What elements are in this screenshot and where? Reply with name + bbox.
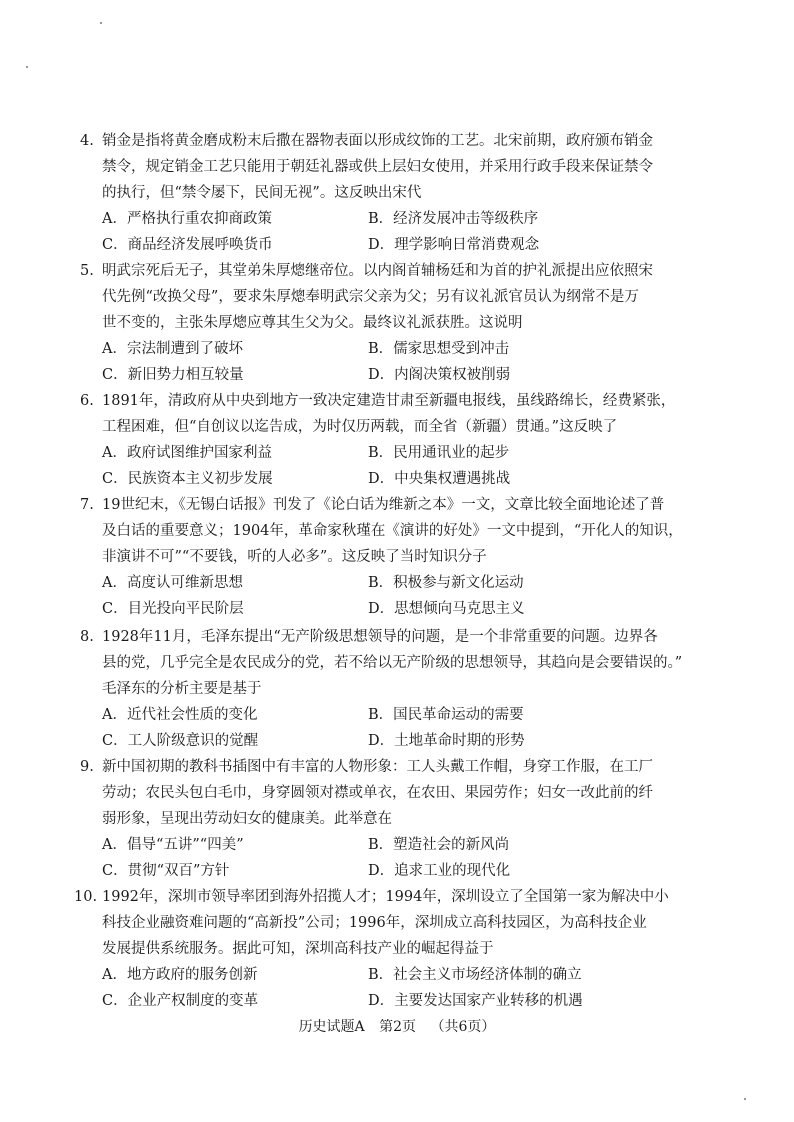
option-d: D．主要发达国家产业转移的机遇	[368, 993, 583, 1009]
option-c: C．民族资本主义初步发展	[102, 471, 273, 487]
option-row	[80, 440, 720, 466]
question-stem-line: 非演讲不可”“不要钱，听的人必多”。这反映了当时知识分子	[102, 549, 487, 565]
option-a: A．宗法制遭到了破坏	[102, 341, 243, 357]
question-stem-line: 1992年，深圳市领导率团到海外招揽人才；1994年，深圳设立了全国第一家为解决中小	[102, 889, 669, 905]
question-stem-line: 代先例“改换父母”，要求朱厚熜奉明武宗父亲为父；另有议礼派官员认为纲常不是万	[102, 289, 639, 305]
question-stem-line: 1928年11月，毛泽东提出“无产阶级思想领导的问题，是一个非常重要的问题。边界各	[102, 629, 658, 645]
option-b: B．儒家思想受到冲击	[368, 341, 510, 357]
option-a: A．政府试图维护国家利益	[102, 445, 272, 461]
option-b: B．民用通讯业的起步	[368, 445, 510, 461]
question-number: 5.	[80, 263, 94, 279]
option-a: A．倡导“五讲”“四美”	[102, 837, 244, 853]
question-9	[80, 754, 720, 884]
option-c: C．工人阶级意识的觉醒	[102, 733, 259, 749]
question-stem-line: 明武宗死后无子，其堂弟朱厚熜继帝位。以内阁首辅杨廷和为首的护礼派提出应依照宋	[102, 263, 653, 279]
option-row	[80, 232, 720, 258]
question-10	[74, 884, 720, 1014]
option-c: C．新旧势力相互较量	[102, 367, 244, 383]
option-a: A．近代社会性质的变化	[102, 707, 258, 723]
option-c: C．商品经济发展呼唤货币	[102, 237, 273, 253]
option-row	[80, 988, 720, 1014]
footer-page-number: 第2页	[379, 1019, 417, 1035]
question-stem-line: 销金是指将黄金磨成粉末后撒在器物表面以形成纹饰的工艺。北宋前期，政府颁布销金	[102, 133, 653, 149]
page-footer	[0, 1017, 794, 1037]
question-7	[80, 492, 720, 622]
question-number: 7.	[80, 497, 94, 513]
option-a: A．高度认可维新思想	[102, 575, 243, 591]
option-row	[80, 336, 720, 362]
option-b: B．经济发展冲击等级秩序	[368, 211, 539, 227]
question-stem-line: 劳动；农民头包白毛巾，身穿圆领对襟或单衣，在农田、果园劳作；妇女一改此前的纤	[102, 785, 653, 801]
question-4	[80, 128, 720, 258]
option-row	[80, 596, 720, 622]
question-number: 4.	[80, 133, 94, 149]
footer-total-pages: （共6页）	[430, 1019, 496, 1035]
option-d: D．内阁决策权被削弱	[368, 367, 511, 383]
question-number: 9.	[80, 759, 94, 775]
option-a: A．地方政府的服务创新	[102, 967, 258, 983]
question-8	[80, 624, 720, 754]
option-b: B．社会主义市场经济体制的确立	[368, 967, 582, 983]
question-stem-line: 世不变的，主张朱厚熜应尊其生父为父。最终议礼派获胜。这说明	[102, 315, 523, 331]
question-stem-line: 及白话的重要意义；1904年，革命家秋瑾在《演讲的好处》一文中提到，“开化人的知识，	[102, 523, 683, 539]
option-row	[80, 570, 720, 596]
question-stem-line: 新中国初期的教科书插图中有丰富的人物形象：工人头戴工作帽，身穿工作服，在工厂	[102, 759, 653, 775]
option-row	[80, 832, 720, 858]
question-stem-line: 的执行，但“禁令屡下，民间无视”。这反映出宋代	[102, 185, 422, 201]
option-d: D．土地革命时期的形势	[368, 733, 525, 749]
option-d: D．中央集权遭遇挑战	[368, 471, 511, 487]
option-row	[80, 858, 720, 884]
question-stem-line: 毛泽东的分析主要是基于	[102, 681, 262, 697]
option-a: A．严格执行重农抑商政策	[102, 211, 272, 227]
question-stem-line: 1891年，清政府从中央到地方一致决定建造甘肃至新疆电报线，虽线路绵长，经费紧张，	[102, 393, 676, 409]
option-row	[80, 702, 720, 728]
option-d: D．思想倾向马克思主义	[368, 601, 525, 617]
scan-speck	[26, 66, 28, 68]
question-number: 6.	[80, 393, 94, 409]
option-row	[80, 466, 720, 492]
option-b: B．国民革命运动的需要	[368, 707, 524, 723]
option-c: C．贯彻“双百”方针	[102, 863, 230, 879]
question-stem-line: 发展提供系统服务。据此可知，深圳高科技产业的崛起得益于	[102, 941, 494, 957]
question-number: 8.	[80, 629, 94, 645]
option-row	[80, 728, 720, 754]
question-stem-line: 县的党，几乎完全是农民成分的党，若不给以无产阶级的思想领导，其趋向是会要错误的。”	[102, 655, 683, 671]
footer-subject: 历史试题A	[298, 1019, 365, 1035]
question-stem-line: 科技企业融资难问题的“高新投”公司；1996年，深圳成立高科技园区，为高科技企业	[102, 915, 647, 931]
option-c: C．目光投向平民阶层	[102, 601, 244, 617]
option-row	[80, 206, 720, 232]
scan-speck	[100, 22, 102, 24]
question-stem-line: 禁令，规定销金工艺只能用于朝廷礼器或供上层妇女使用，并采用行政手段来保证禁令	[102, 159, 653, 175]
question-stem-line: 19世纪末，《无锡白话报》刊发了《论白话为维新之本》一文，文章比较全面地论述了普	[102, 497, 665, 513]
question-5	[80, 258, 720, 388]
option-d: D．追求工业的现代化	[368, 863, 511, 879]
option-row	[80, 362, 720, 388]
question-stem-line: 工程困难，但“自创议以迄告成，为时仅历两载，而全省（新疆）贯通。”这反映了	[102, 419, 618, 435]
option-b: B．积极参与新文化运动	[368, 575, 524, 591]
option-row	[80, 962, 720, 988]
question-stem-line: 弱形象，呈现出劳动妇女的健康美。此举意在	[102, 811, 392, 827]
option-b: B．塑造社会的新风尚	[368, 837, 510, 853]
option-c: C．企业产权制度的变革	[102, 993, 259, 1009]
scan-speck	[744, 1098, 746, 1100]
question-number: 10.	[74, 889, 98, 905]
option-d: D．理学影响日常消费观念	[368, 237, 540, 253]
question-6	[80, 388, 720, 492]
